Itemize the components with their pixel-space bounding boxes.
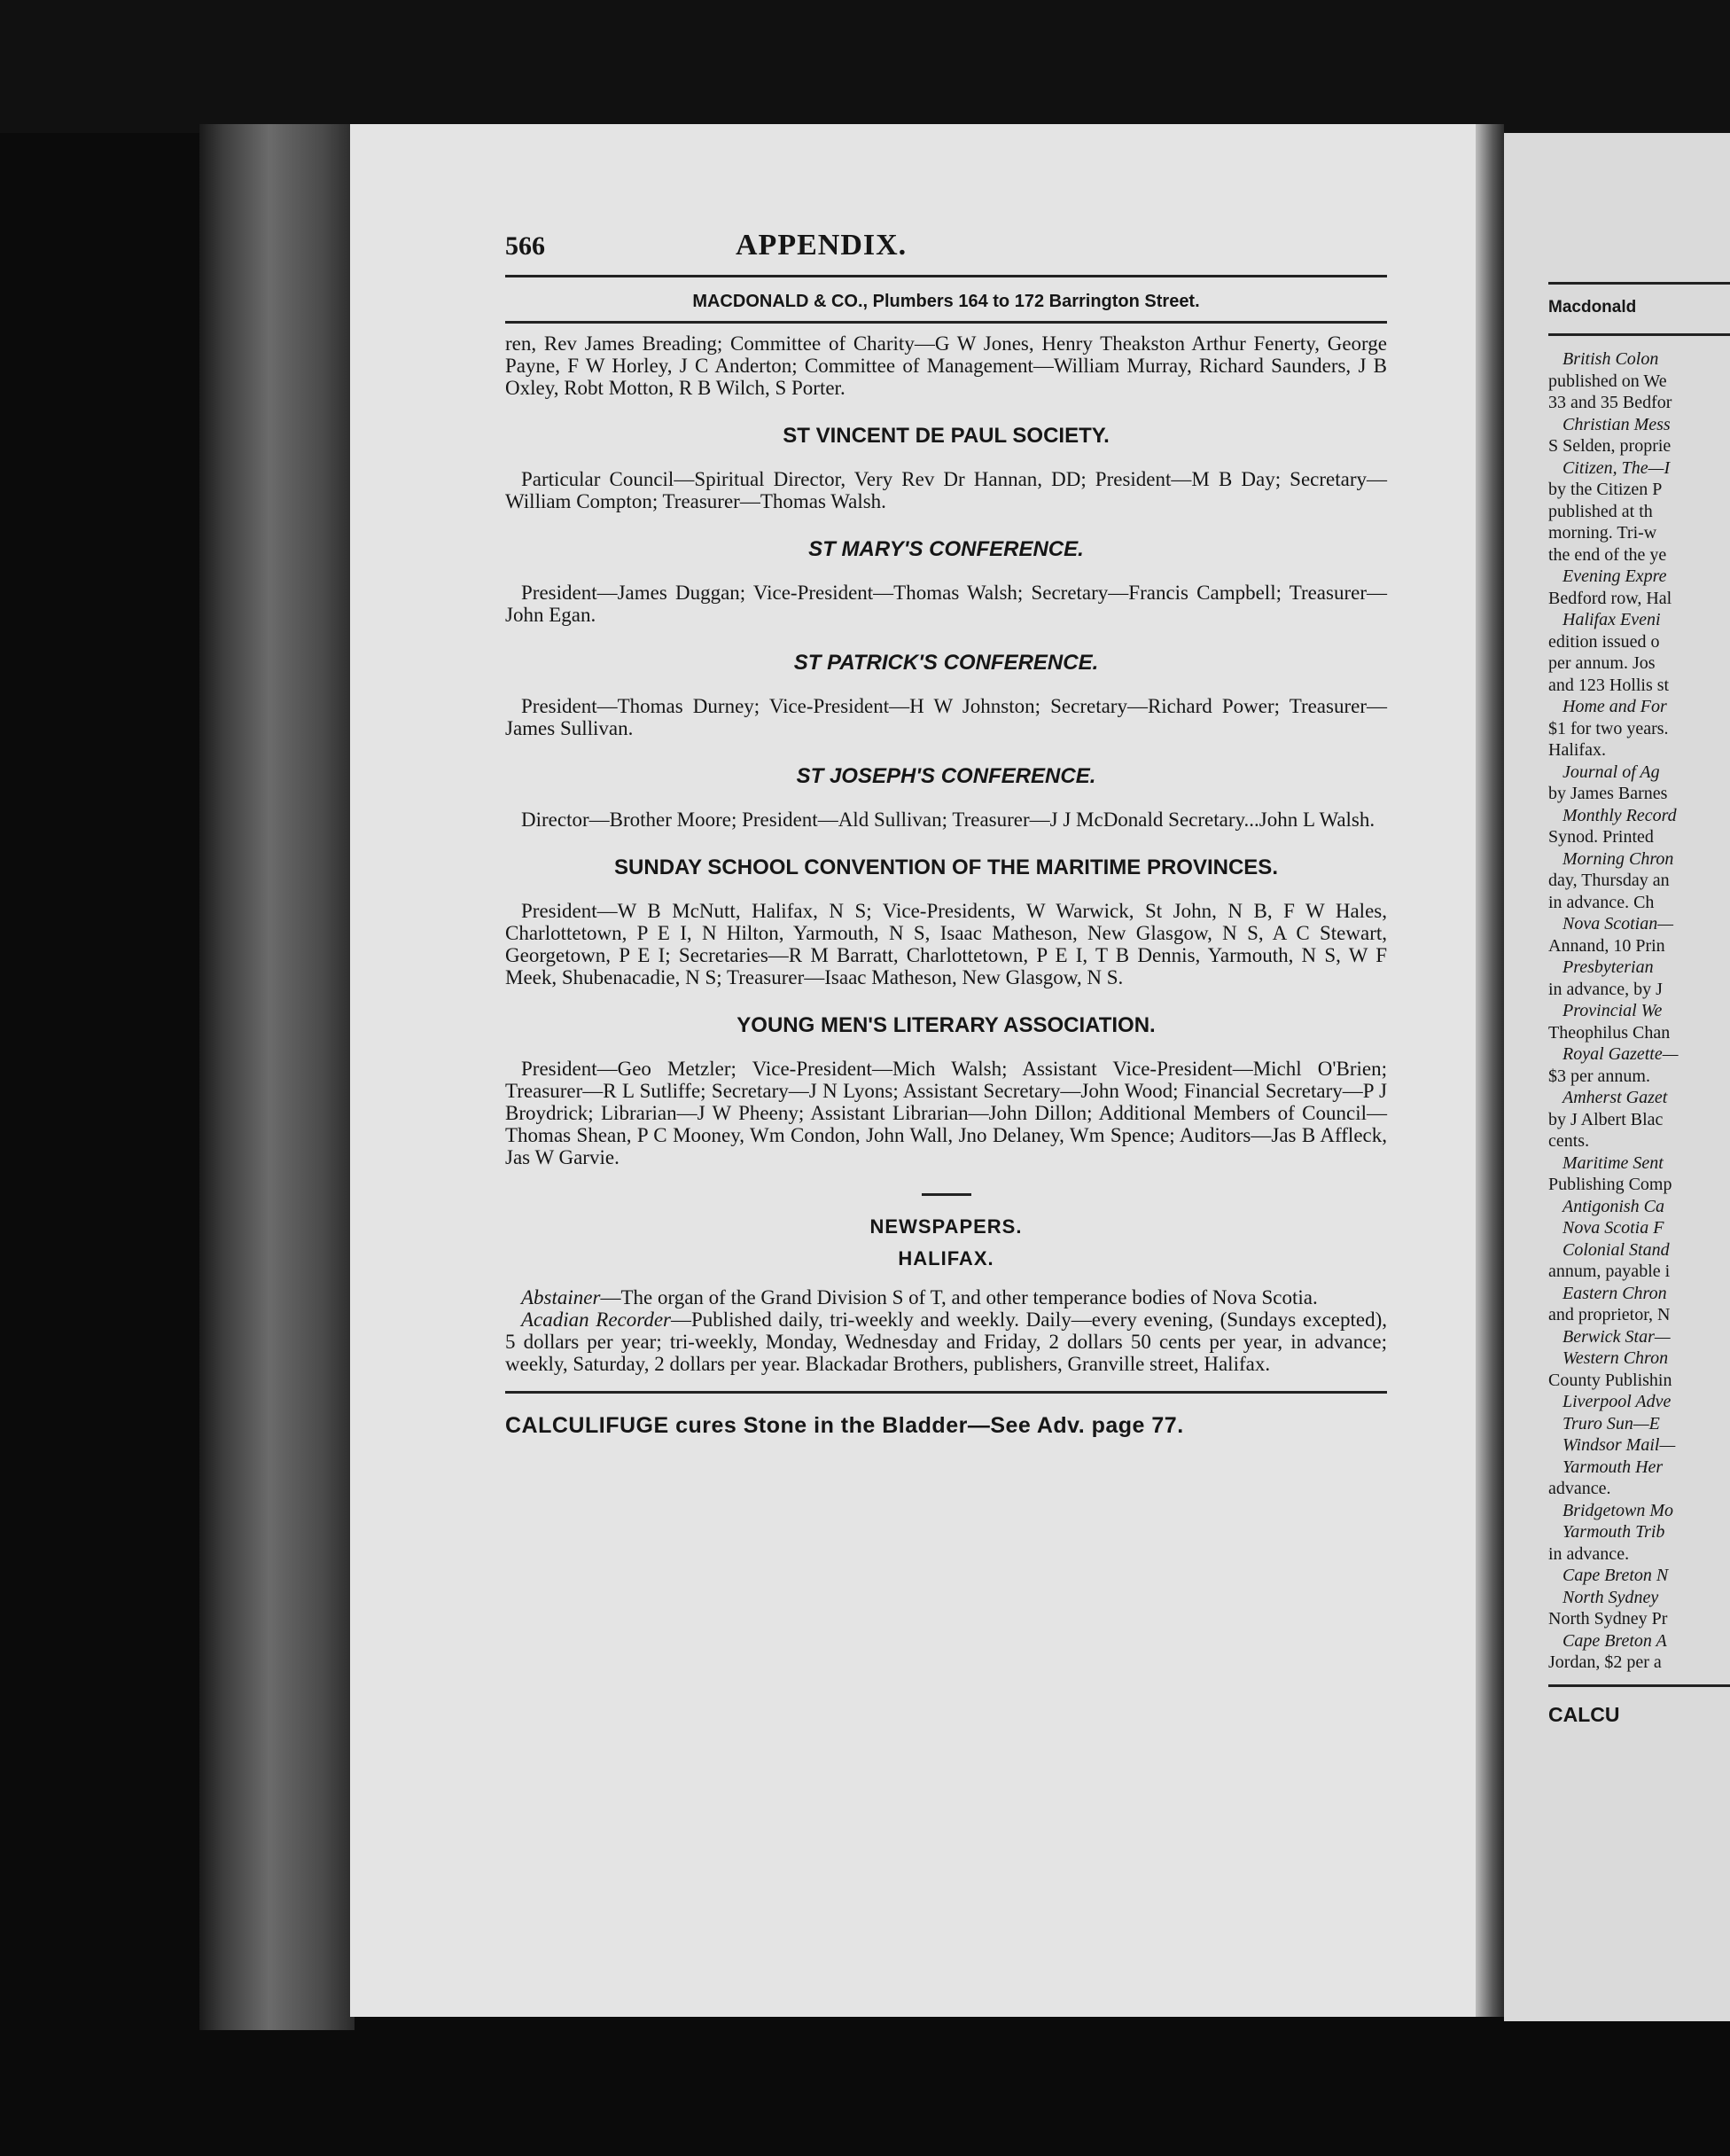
right-page-line: $1 for two years. [1548,718,1669,738]
right-page-line: in advance. Ch [1548,892,1655,912]
right-page-line: Bridgetown Mo [1562,1500,1673,1520]
section-heading-st-marys: ST MARY'S CONFERENCE. [808,537,1084,561]
right-page-line: published on We [1548,371,1667,391]
scan-background [0,0,1730,133]
right-page-line: Cape Breton N [1562,1566,1669,1585]
section-text-st-vincent: Particular Council—Spiritual Director, Very Rev Dr Hannan, DD; President—M B Day; Secretary—William Compton; Treasurer—Thomas Walsh. [505,468,1387,512]
page-number: 566 [505,231,545,261]
right-page-line: Theophilus Chan [1548,1022,1671,1043]
right-page-line: morning. Tri-w [1548,523,1657,543]
right-page-line: Bedford row, Hal [1548,588,1672,608]
right-running-head: Macdonald [1548,298,1637,316]
right-page-line: Cape Breton A [1562,1630,1667,1651]
right-page-line: Colonial Stand [1562,1239,1670,1260]
right-footer-advertisement: CALCU [1548,1702,1620,1726]
section-text-sunday-school: President—W B McNutt, Halifax, N S; Vice-Presidents, W Warwick, St John, N B, F W Hales, Charlottetown, P E I, N Hilton, Yarmouth, N S, Isaac Matheson, New Glasgow, N S, A C Stewart, Georgetown, P E I; Secretaries—R M Barratt, Charlottetown, P E I, T B Dennis, Yarmouth, N S, W F Meek, Shubenacadie, N S; Treasurer—Isaac Matheson, New Glasgow, N S. [505,900,1387,988]
right-page-line: Annand, 10 Prin [1548,935,1665,956]
right-page-line: Evening Expre [1562,566,1667,586]
right-page-lines [1548,348,1730,1674]
newspaper-description: —The organ of the Grand Division S of T, and other temperance bodies of Nova Scotia. [600,1286,1318,1308]
right-page-line: $3 per annum. [1548,1066,1650,1086]
right-page-line: Royal Gazette— [1562,1044,1679,1064]
right-page-line: Halifax Eveni [1562,610,1661,629]
right-page-line: Journal of Ag [1562,762,1660,782]
right-footer-rule [1548,1684,1730,1687]
footer-advertisement: CALCULIFUGE cures Stone in the Bladder—See Adv. page 77. [505,1413,1184,1438]
footer-rule [505,1391,1387,1394]
running-head: APPENDIX. [736,229,908,262]
section-heading-ymla: YOUNG MEN'S LITERARY ASSOCIATION. [736,1013,1156,1037]
right-page-line: Provincial We [1562,1001,1663,1020]
right-page-line: published at th [1548,501,1653,521]
right-page-line: Windsor Mail— [1562,1435,1676,1455]
book-gutter [1476,124,1504,2017]
right-page-line: Halifax. [1548,740,1606,760]
right-page-line: per annum. Jos [1548,653,1656,673]
right-page-line: North Sydney Pr [1548,1609,1668,1629]
right-page-line: by James Barnes [1548,784,1668,803]
right-page-line: by the Citizen P [1548,480,1663,499]
right-page-line: S Selden, proprie [1548,436,1672,456]
right-page-line: Truro Sun—E [1562,1413,1660,1433]
newspaper-title: Acadian Recorder [521,1308,672,1331]
right-page-line: in advance. [1548,1543,1630,1564]
section-heading-st-vincent: ST VINCENT DE PAUL SOCIETY. [783,424,1110,448]
right-page-line: the end of the ye [1548,544,1667,565]
right-page-line: Maritime Sent [1562,1152,1664,1173]
right-page-line: Yarmouth Her [1562,1457,1664,1477]
right-page-line: Jordan, $2 per a [1548,1652,1662,1672]
right-page-line: Presbyterian [1562,957,1654,977]
section-text-st-marys: President—James Duggan; Vice-President—Thomas Walsh; Secretary—Francis Campbell; Treasurer—John Egan. [505,582,1387,626]
right-page-line: Antigonish Ca [1562,1196,1665,1216]
right-page-line: British Colon [1562,349,1659,369]
section-text-st-josephs: Director—Brother Moore; President—Ald Sullivan; Treasurer—J J McDonald Secretary...John L Walsh. [521,808,1375,831]
right-page-line: Nova Scotia F [1562,1218,1664,1238]
newspapers-heading: NEWSPAPERS. [869,1215,1023,1238]
right-page-line: annum, payable i [1548,1262,1671,1281]
page-header [505,229,1387,275]
left-page-content [505,229,1387,1439]
right-page-line: Western Chron [1562,1348,1669,1368]
section-text-ymla: President—Geo Metzler; Vice-President—Mich Walsh; Assistant Vice-President—Michl O'Brien; Treasurer—R L Sutliffe; Secretary—J N Lyons; Assistant Secretary—John Wood; Financial Secretary—P J Broydrick; Librarian—J W Pheeny; Assistant Librarian—John Dillon; Additional Members of Council—Thomas Shean, P C Mooney, Wm Condon, John Wall, Jno Delaney, Wm Spence; Auditors—Jas B Affleck, Jas W Garvie. [505,1058,1387,1168]
right-page-line: cents. [1548,1131,1590,1151]
right-page-line: Monthly Record [1562,805,1677,825]
right-page-line: Publishing Comp [1548,1175,1672,1194]
right-page-line: Synod. Printed [1548,827,1654,847]
right-page-line: County Publishin [1548,1370,1672,1390]
section-text-st-patricks: President—Thomas Durney; Vice-President—H W Johnston; Secretary—Richard Power; Treasurer—James Sullivan. [505,695,1387,739]
right-page-line: and 123 Hollis st [1548,675,1670,695]
newspaper-description: —Published daily, tri-weekly and weekly. Daily—every evening, (Sundays excepted), 5 dollars per year; tri-weekly, Monday, Wednesday and Friday, 2 dollars 50 cents per year, in advance; weekly, Saturday, 2 dollars per year. Blackadar Brothers, publishers, Granville street, Halifax. [505,1308,1387,1375]
section-heading-st-patricks: ST PATRICK'S CONFERENCE. [793,651,1099,675]
right-banner-rule [1548,333,1730,336]
right-page-line: advance. [1548,1479,1611,1498]
right-page-line: Berwick Star— [1562,1326,1671,1347]
right-page-line: Home and For [1562,697,1667,716]
right-page-line: Yarmouth Trib [1562,1522,1665,1542]
right-page-line: Morning Chron [1562,848,1674,869]
section-heading-st-josephs: ST JOSEPH'S CONFERENCE. [796,764,1096,788]
right-page-line: by J Albert Blac [1548,1109,1664,1129]
right-page-line: 33 and 35 Bedfor [1548,393,1672,412]
newspaper-entry [505,1286,1387,1308]
right-page-line: and proprietor, N [1548,1305,1671,1324]
newspaper-title: Abstainer [521,1286,601,1308]
right-page-line: Christian Mess [1562,414,1671,434]
right-page-content [1548,282,1730,1727]
section-heading-sunday-school: SUNDAY SCHOOL CONVENTION OF THE MARITIME PROVINCES. [614,855,1278,879]
book-page-edges [199,124,355,2030]
right-page-line: Liverpool Adve [1562,1392,1672,1411]
right-page-line: Nova Scotian— [1562,914,1673,933]
ad-banner: MACDONALD & CO., Plumbers 164 to 172 Barrington Street. [692,292,1200,311]
right-page-line: day, Thursday an [1548,871,1670,890]
right-page-line: in advance, by J [1548,979,1663,999]
newspaper-entry [505,1308,1387,1375]
section-divider [922,1193,971,1196]
right-page-line: edition issued o [1548,631,1660,652]
continued-paragraph: ren, Rev James Breading; Committee of Charity—G W Jones, Henry Theakston Arthur Fenerty, George Payne, F W Horley, J C Anderton; Committee of Management—William Murray, Richard Saunders, J B Oxley, Robt Motton, R B Wilch, S Porter. [505,332,1387,399]
right-page-line: Eastern Chron [1562,1283,1667,1303]
right-page-line: North Sydney [1562,1587,1659,1607]
halifax-subheading: HALIFAX. [898,1247,994,1269]
right-page-line: Amherst Gazet [1562,1088,1668,1107]
right-page-line: Citizen, The—I [1562,457,1671,478]
banner-rule [505,321,1387,324]
